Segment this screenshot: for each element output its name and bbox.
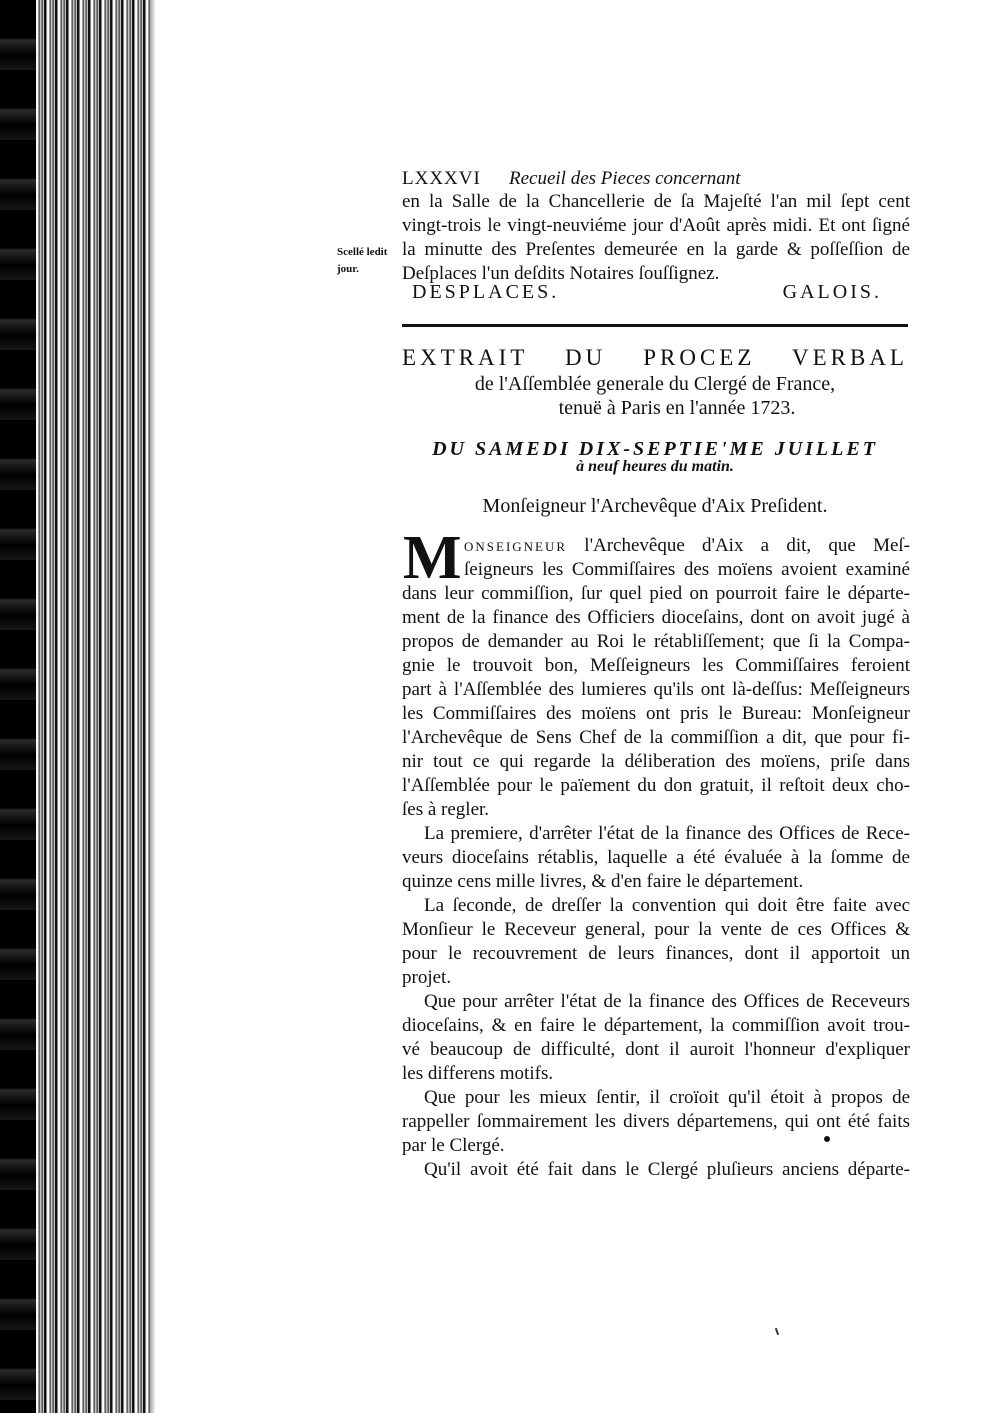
text-line: en la Salle de la Chancellerie de ſa Majeſté l'an mil ſept cent — [402, 191, 910, 212]
body-text — [402, 582, 910, 1182]
text-line: vingt-trois le vingt-neuviéme jour d'Août après midi. Et ont ſigné — [402, 215, 910, 236]
continuation-text — [402, 190, 910, 286]
first-line-rest: l'Archevêque d'Aix a dit, que Meſ- — [567, 535, 910, 556]
text-line: Que pour les mieux ſentir, il croïoit qu'il étoit à propos de — [424, 1087, 910, 1108]
text-line: Que pour arrêter l'état de la finance des Offices de Receveurs — [424, 991, 910, 1012]
margin-note-line: jour. — [337, 263, 359, 275]
text-line: gnie le trouvoit bon, Meſſeigneurs les Commiſſaires feroient — [402, 655, 910, 676]
text-line: Deſplaces l'un deſdits Notaires ſouſſignez. — [402, 263, 720, 284]
dropcap-lines — [464, 534, 910, 582]
signature-desplaces: DESPLACES. — [412, 281, 560, 303]
drop-cap: M — [403, 524, 462, 592]
text-line: vé beaucoup de difficulté, dont il auroit l'honneur d'expliquer — [402, 1039, 910, 1060]
text-line: dioceſains, & en faire le département, la commiſſion avoit trou- — [402, 1015, 910, 1036]
text-line: rappeller ſommairement les divers départemens, qui ont été faits — [402, 1111, 910, 1132]
ink-dot — [824, 1136, 830, 1142]
extract-subtitle: de l'Aſſemblée generale du Clergé de France, — [474, 373, 836, 395]
margin-note-line: Scellé ledit — [337, 246, 388, 258]
text-line: projet. — [402, 967, 452, 988]
margin-note — [337, 244, 399, 278]
signatures — [412, 281, 882, 307]
text-line: les differens motifs. — [402, 1063, 554, 1084]
text-line: dans leur commiſſion, ſur quel pied on pourroit faire le départe- — [402, 583, 910, 604]
text-line: La premiere, d'arrêter l'état de la finance des Offices de Rece- — [424, 823, 910, 844]
text-line: les Commiſſaires des moïens ont pris le Bureau: Monſeigneur — [402, 703, 910, 724]
text-line: par le Clergé. — [402, 1135, 505, 1156]
text-line — [464, 534, 910, 558]
page-gutter-shadow — [150, 0, 156, 1413]
signature-galois: GALOIS. — [782, 281, 882, 303]
text-line: ment de la finance des Officiers dioceſains, dont on avoit jugé à — [402, 607, 910, 628]
text-line: Monſieur le Receveur general, pour la vente de ces Offices & — [402, 919, 910, 940]
text-line: ſeigneurs les Commiſſaires des moïens avoient examiné — [464, 559, 910, 580]
text-line: veurs dioceſains rétablis, laquelle a été évaluée à la ſomme de — [402, 847, 910, 868]
text-line: l'Archevêque de Sens Chef de la commiſſion a dit, que pour fi- — [402, 727, 910, 748]
text-line: ſes à regler. — [402, 799, 490, 820]
ink-tick — [775, 1328, 779, 1335]
extract-subtitle: tenuë à Paris en l'année 1723. — [558, 397, 796, 419]
session-president: Monſeigneur l'Archevêque d'Aix Preſident. — [482, 495, 828, 517]
text-line: La ſeconde, de dreſſer la convention qui doit être faite avec — [424, 895, 910, 916]
text-line: part à l'Aſſemblée des lumieres qu'ils ont là-deſſus: Meſſeigneurs — [402, 679, 910, 700]
extract-title: EXTRAIT DU PROCEZ VERBAL — [402, 345, 908, 370]
session-date: DU SAMEDI DIX-SEPTIE'ME JUILLET — [432, 438, 878, 460]
text-line: pour le recouvrement de leurs finances, dont il apportoit un — [402, 943, 910, 964]
session-time: à neuf heures du matin. — [576, 458, 734, 475]
running-title: Recueil des Pieces concernant — [509, 168, 741, 189]
text-line: nir tout ce qui regarde la déliberation des moïens, priſe dans — [402, 751, 910, 772]
section-rule — [402, 324, 908, 327]
binding-edge — [0, 0, 36, 1413]
first-word: onseigneur — [464, 535, 568, 556]
text-line: l'Aſſemblée pour le païement du don gratuit, il reſtoit deux cho- — [402, 775, 910, 796]
text-line: quinze cens mille livres, & d'en faire le département. — [402, 871, 804, 892]
text-line: Qu'il avoit été fait dans le Clergé pluſieurs anciens départe- — [424, 1159, 910, 1180]
text-line: propos de demander au Roi le rétabliſſement; que ſi la Compa- — [402, 631, 910, 652]
text-line: la minutte des Preſentes demeurée en la garde & poſſeſſion de — [402, 239, 910, 260]
page-folio: LXXXVI — [402, 168, 481, 189]
